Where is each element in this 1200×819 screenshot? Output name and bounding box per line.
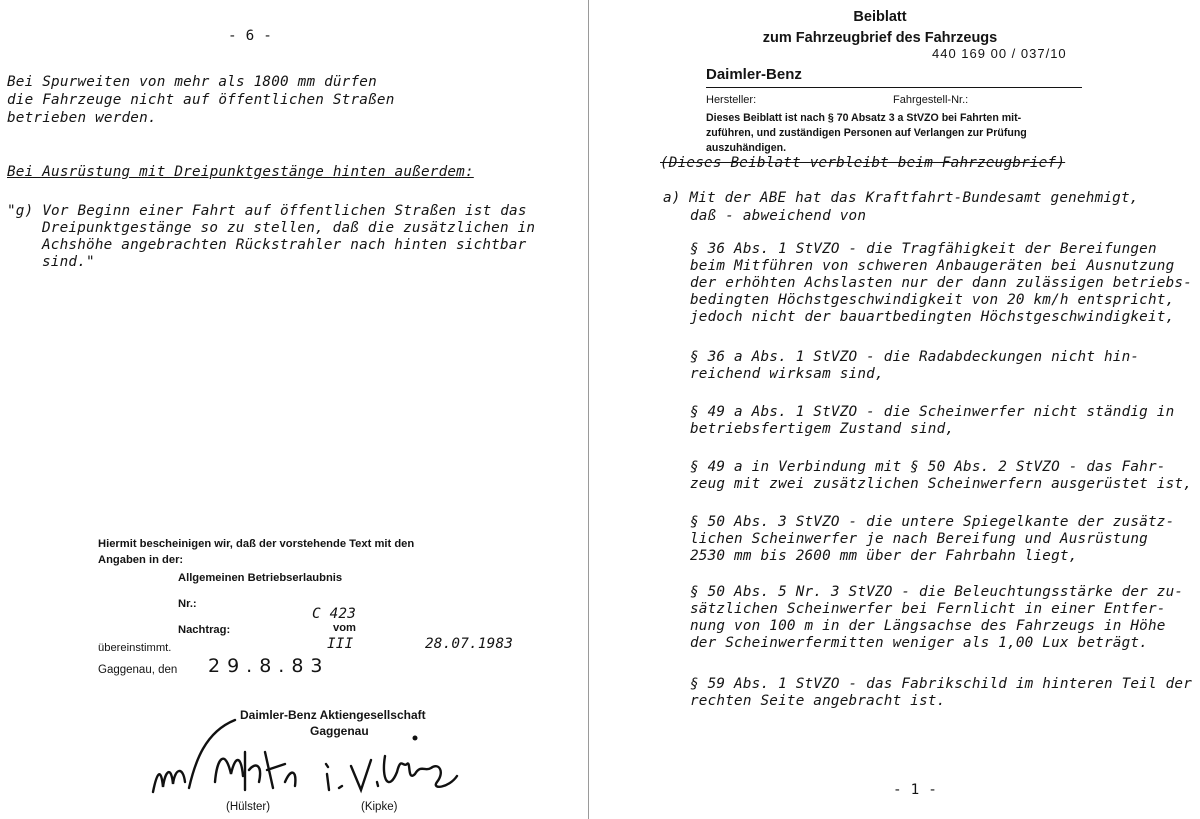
notice-line: Dieses Beiblatt ist nach § 70 Absatz 3 a StVZO bei Fahrten mit- — [706, 112, 1022, 124]
struck-note: (Dieses Beiblatt verbleibt beim Fahrzeugbrief) — [660, 155, 1066, 171]
paragraph-line: § 49 a in Verbindung mit § 50 Abs. 2 StVZO - das Fahr- — [690, 459, 1166, 475]
para1-line: Bei Spurweiten von mehr als 1800 mm dürfen — [7, 74, 377, 90]
cert-nachtrag-value: III — [327, 636, 354, 652]
stamp-date: 29.8.83 — [208, 655, 330, 677]
intro-line: a) Mit der ABE hat das Kraftfahrt-Bundesamt genehmigt, — [663, 190, 1139, 206]
paragraph-line: reichend wirksam sind, — [690, 366, 884, 382]
page-divider — [588, 0, 589, 819]
paragraph-line: § 50 Abs. 3 StVZO - die untere Spiegelkante der zusätz- — [690, 514, 1175, 530]
brand-rule — [706, 87, 1082, 88]
right-page-number: - 1 - — [893, 782, 938, 798]
cert-ueberein: übereinstimmt. — [98, 642, 172, 654]
signatory-1: (Hülster) — [226, 801, 271, 813]
para1-line: die Fahrzeuge nicht auf öffentlichen Straßen — [7, 92, 395, 108]
doc-subtitle: zum Fahrzeugbrief des Fahrzeugs — [762, 30, 998, 46]
cert-line: Angaben in der: — [98, 554, 184, 566]
intro-line: daß - abweichend von — [690, 208, 867, 224]
cert-vom-label: vom — [333, 622, 357, 634]
paragraph-59 — [690, 676, 1192, 710]
paragraph-line: § 36 a Abs. 1 StVZO - die Radabdeckungen nicht hin- — [690, 349, 1140, 365]
paragraph-50-3 — [690, 514, 1174, 565]
paragraph-36 — [690, 241, 1192, 326]
signatory-2: (Kipke) — [361, 801, 398, 813]
paragraph-line: betriebsfertigem Zustand sind, — [690, 421, 955, 437]
paragraph-line: lichen Scheinwerfer je nach Bereifung und Ausrüstung — [690, 531, 1148, 547]
brand-name: Daimler-Benz — [706, 66, 802, 83]
doc-title: Beiblatt — [853, 9, 907, 25]
cert-abe: Allgemeinen Betriebserlaubnis — [178, 572, 343, 584]
left-page-number: - 6 - — [228, 28, 273, 44]
cert-date: 28.07.1983 — [425, 636, 514, 652]
paragraph-line: sätzlichen Scheinwerfer bei Fernlicht in einer Entfer- — [690, 601, 1166, 617]
paragraph-line: § 50 Abs. 5 Nr. 3 StVZO - die Beleuchtungsstärke der zu- — [690, 584, 1184, 600]
item-g-line: sind." — [42, 254, 95, 270]
cert-nr-label: Nr.: — [178, 598, 197, 610]
paragraph-line: der erhöhten Achslasten nur der dann zulässigen betriebs- — [690, 275, 1193, 291]
paragraph-line: bedingten Höchstgeschwindigkeit von 20 km/h entspricht, — [690, 292, 1175, 308]
cert-place-label: Gaggenau, den — [98, 664, 178, 676]
section-heading: Bei Ausrüstung mit Dreipunktgestänge hinten außerdem: — [7, 164, 474, 180]
paragraph-line: rechten Seite angebracht ist. — [690, 693, 946, 709]
hersteller-label: Hersteller: — [706, 94, 757, 106]
paragraph-49a — [690, 404, 1174, 438]
paragraph-line: zeug mit zwei zusätzlichen Scheinwerfern ausgerüstet ist, — [690, 476, 1193, 492]
notice-line: auszuhändigen. — [706, 142, 787, 154]
paragraph-line: beim Mitführen von schweren Anbaugeräten bei Ausnutzung — [690, 258, 1175, 274]
paragraph-line: nung von 100 m in der Längsachse des Fahrzeugs in Höhe — [690, 618, 1166, 634]
item-g-line: Dreipunktgestänge so zu stellen, daß die zusätzlichen in — [42, 220, 536, 236]
company-city: Gaggenau — [310, 724, 369, 738]
paragraph-50-5 — [690, 584, 1183, 652]
signature-scribbles — [145, 712, 475, 804]
paragraph-line: jedoch nicht der bauartbedingten Höchstgeschwindigkeit, — [690, 309, 1175, 325]
paragraph-36a — [690, 349, 1139, 383]
paragraph-line: 2530 mm bis 2600 mm über der Fahrbahn liegt, — [690, 548, 1078, 564]
paragraph-line: § 49 a Abs. 1 StVZO - die Scheinwerfer nicht ständig in — [690, 404, 1175, 420]
vehicle-number: 440 169 00 / 037/10 — [932, 46, 1067, 61]
cert-nachtrag-label: Nachtrag: — [178, 624, 231, 636]
paragraph-line: § 36 Abs. 1 StVZO - die Tragfähigkeit der Bereifungen — [690, 241, 1157, 257]
paragraph-line: § 59 Abs. 1 StVZO - das Fabrikschild im hinteren Teil der — [690, 676, 1193, 692]
cert-line: Hiermit bescheinigen wir, daß der vorstehende Text mit den — [98, 538, 415, 550]
company-name: Daimler-Benz Aktiengesellschaft — [240, 708, 426, 722]
fahrgestell-label: Fahrgestell-Nr.: — [893, 94, 969, 106]
item-g-line: "g) Vor Beginn einer Fahrt auf öffentlichen Straßen ist das — [7, 203, 527, 219]
paragraph-line: der Scheinwerfermitten weniger als 1,00 Lux beträgt. — [690, 635, 1148, 651]
item-g-line: Achshöhe angebrachten Rückstrahler nach hinten sichtbar — [42, 237, 527, 253]
cert-nr-value: C 423 — [312, 606, 357, 622]
para1-line: betrieben werden. — [7, 110, 157, 126]
paragraph-49a-50 — [690, 459, 1192, 493]
notice-line: zuführen, und zuständigen Personen auf Verlangen zur Prüfung — [706, 127, 1027, 139]
